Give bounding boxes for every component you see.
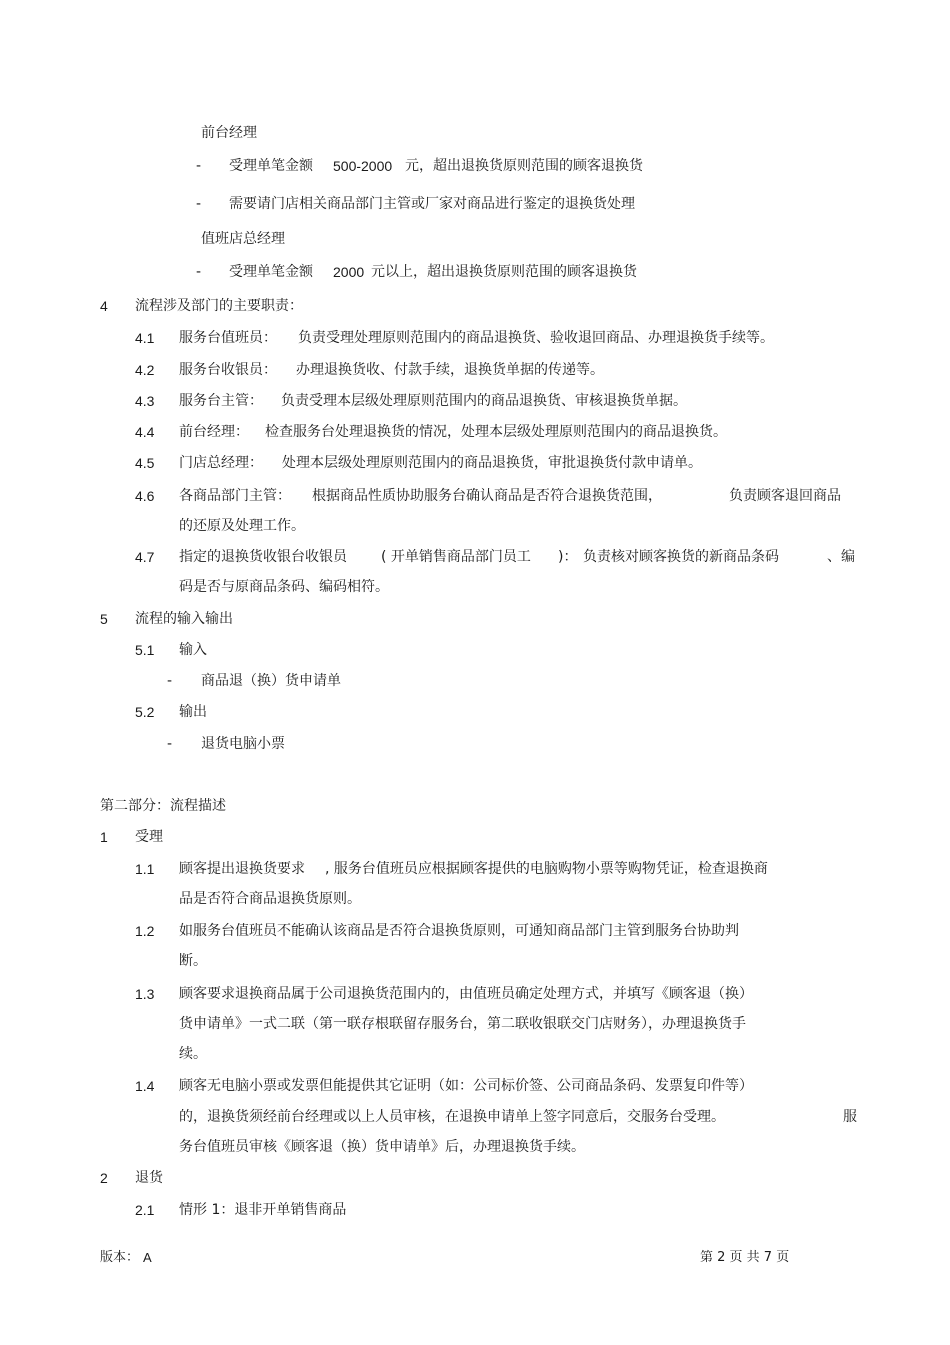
input-item: 商品退（换）货申请单 [201, 673, 341, 689]
item-paren: ( 开单销售商品部门员工 [381, 549, 531, 565]
duty-manager-title: 值班店总经理 [201, 231, 285, 247]
para-text: 情形 1：退非开单销售商品 [179, 1202, 347, 1218]
section-title: 退货 [135, 1170, 163, 1186]
para-text-line3: 务台值班员审核《顾客退（换）货申请单》后，办理退换货手续。 [179, 1139, 585, 1155]
item-number: 4.6 [135, 488, 155, 504]
section-number: 1 [100, 829, 108, 845]
item-number: 2.1 [135, 1202, 155, 1218]
para-text: 如服务台值班员不能确认该商品是否符合退换货原则，可通知商品部门主管到服务台协助判 [179, 923, 739, 939]
bullet-dash: - [196, 196, 202, 212]
bullet-amount: 2000 [333, 264, 365, 280]
item-role: 前台经理： [179, 424, 249, 440]
version-label: 版本： [100, 1250, 140, 1265]
item-number: 4.1 [135, 330, 155, 346]
item-role: 指定的退换货收银台收银员 [179, 549, 347, 565]
bullet-text-prefix: 受理单笔金额 [229, 264, 313, 280]
para-text-line3: 续。 [179, 1046, 207, 1062]
input-label: 输入 [179, 642, 207, 658]
section-title: 受理 [135, 829, 163, 845]
section-title: 流程涉及部门的主要职责： [135, 298, 303, 314]
bullet-dash: - [196, 158, 202, 174]
section-number: 2 [100, 1170, 108, 1186]
item-role: 服务台收银员： [179, 362, 277, 378]
item-number: 4.2 [135, 362, 155, 378]
item-number: 4.5 [135, 455, 155, 471]
item-role: 服务台主管： [179, 393, 263, 409]
para-text-line2: 的，退换货须经前台经理或以上人员审核，在退换申请单上签字同意后，交服务台受理。 [179, 1109, 725, 1125]
item-text: 根据商品性质协助服务台确认商品是否符合退换货范围， [312, 488, 662, 504]
item-number: 5.1 [135, 642, 155, 658]
bullet-text: 需要请门店相关商品部门主管或厂家对商品进行鉴定的退换货处理 [229, 196, 635, 212]
front-manager-title: 前台经理 [201, 125, 257, 141]
section-number: 5 [100, 611, 108, 627]
item-number: 4.7 [135, 549, 155, 565]
para-text: 顾客无电脑小票或发票但能提供其它证明（如：公司标价签、公司商品条码、发票复印件等） [179, 1078, 753, 1094]
item-number: 1.4 [135, 1078, 155, 1094]
item-text: 负责核对顾客换货的新商品条码 [583, 549, 779, 565]
item-text: 处理本层级处理原则范围内的商品退换货，审批退换货付款申请单。 [282, 455, 702, 471]
item-text: 负责受理处理原则范围内的商品退换货、验收退回商品、办理退换货手续等。 [298, 330, 774, 346]
para-text: 顾客提出退换货要求 [179, 861, 305, 877]
section-number: 4 [100, 298, 108, 314]
version-value: A [143, 1250, 152, 1265]
para-text-line2: 货申请单》一式二联（第一联存根联留存服务台，第二联收银联交门店财务），办理退换货手 [179, 1016, 746, 1032]
bullet-text-suffix: 元，超出退换货原则范围的顾客退换货 [405, 158, 643, 174]
para-text-tail: 服 [843, 1109, 857, 1125]
bullet-dash: - [196, 264, 202, 280]
item-number: 1.2 [135, 923, 155, 939]
part-heading: 第二部分：流程描述 [100, 798, 226, 814]
para-text-line2: 断。 [179, 953, 207, 969]
bullet-dash: - [167, 736, 173, 752]
para-text: 顾客要求退换商品属于公司退换货范围内的，由值班员确定处理方式，并填写《顾客退（换） [179, 986, 753, 1002]
item-text: 办理退换货收、付款手续，退换货单据的传递等。 [296, 362, 604, 378]
item-text: 检查服务台处理退换货的情况，处理本层级处理原则范围内的商品退换货。 [265, 424, 727, 440]
para-text-cont: , 服务台值班员应根据顾客提供的电脑购物小票等购物凭证，检查退换商 [325, 861, 768, 877]
item-role: 门店总经理： [179, 455, 263, 471]
page-info: 第 2 页 共 7 页 [700, 1250, 790, 1265]
para-text-line2: 品是否符合商品退换货原则。 [179, 891, 361, 907]
bullet-text-suffix: 元以上，超出退换货原则范围的顾客退换货 [371, 264, 637, 280]
item-number: 1.3 [135, 986, 155, 1002]
output-item: 退货电脑小票 [201, 736, 285, 752]
bullet-dash: - [167, 673, 173, 689]
item-text: 负责受理本层级处理原则范围内的商品退换货、审核退换货单据。 [281, 393, 687, 409]
item-paren-close: )： [558, 549, 578, 565]
item-number: 4.3 [135, 393, 155, 409]
output-label: 输出 [179, 704, 207, 720]
item-number: 4.4 [135, 424, 155, 440]
item-text-tail: 、编 [827, 549, 855, 565]
bullet-amount: 500-2000 [333, 158, 393, 174]
item-text-cont: 负责顾客退回商品 [729, 488, 841, 504]
item-role: 各商品部门主管： [179, 488, 291, 504]
bullet-text-prefix: 受理单笔金额 [229, 158, 313, 174]
item-number: 1.1 [135, 861, 155, 877]
item-text-line2: 码是否与原商品条码、编码相符。 [179, 579, 389, 595]
item-number: 5.2 [135, 704, 155, 720]
item-role: 服务台值班员： [179, 330, 277, 346]
item-text-line2: 的还原及处理工作。 [179, 518, 305, 534]
section-title: 流程的输入输出 [135, 611, 233, 627]
